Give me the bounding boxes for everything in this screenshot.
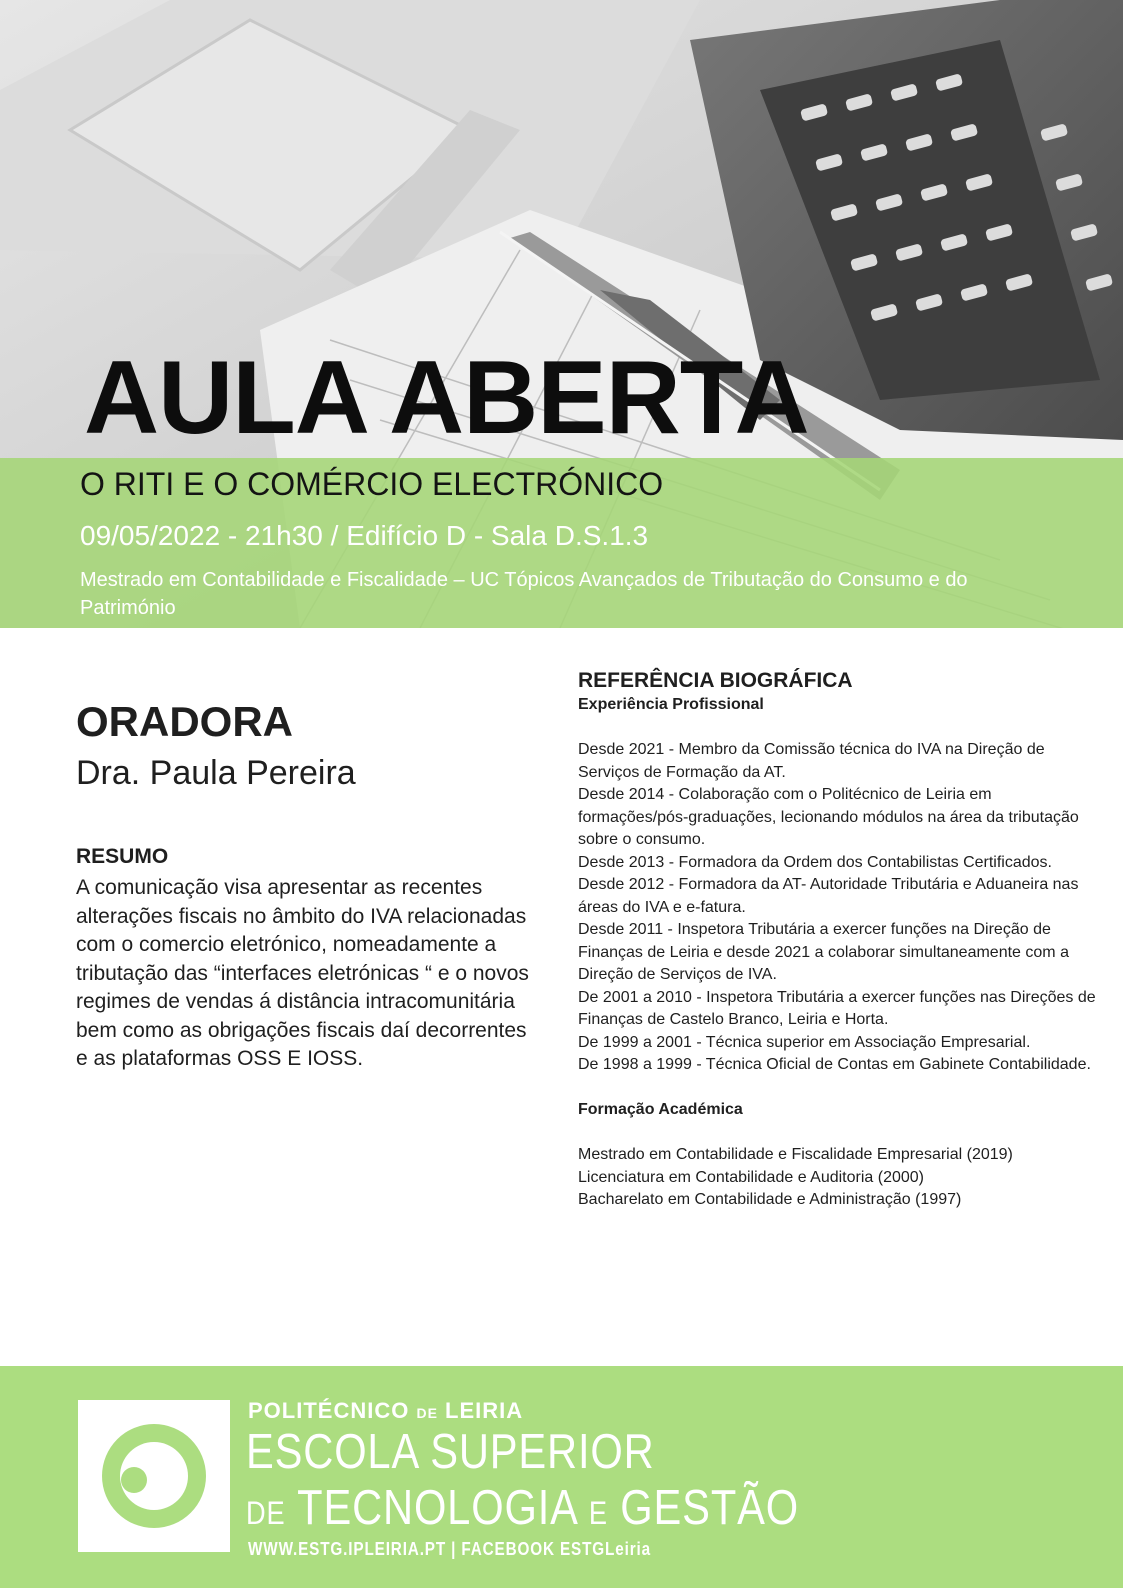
school-name-line2: DE TECNOLOGIA E GESTÃO (246, 1481, 799, 1535)
header-photo (0, 0, 1123, 628)
experience-item: Desde 2013 - Formadora da Ordem dos Contabilistas Certificados. (578, 853, 1052, 871)
education-item: Licenciatura em Contabilidade e Auditoria (2000) (578, 1168, 924, 1186)
experience-item: Desde 2011 - Inspetora Tributária a exercer funções na Direção de Finanças de Leiria e desde 2021 a colaborar simultaneamente com a Direção de Serviços de IVA. (578, 921, 1069, 983)
institution-name: POLITÉCNICO DE LEIRIA (248, 1398, 524, 1423)
experience-item: De 1999 a 2001 - Técnica superior em Associação Empresarial. (578, 1033, 1031, 1051)
abstract-text: A comunicação visa apresentar as recentes alterações fiscais no âmbito do IVA relacionadas com o comercio eletrónico, nomeadamente a tributação das “interfaces eletrónicas “ e o novos regimes de vendas á distância intracomunitária bem como as obrigações fiscais daí decorrentes e as plataformas OSS E IOSS. (76, 876, 529, 1070)
facebook-link[interactable]: | FACEBOOK ESTGLeiria (451, 1539, 651, 1559)
experience-heading: Experiência Profissional (578, 696, 764, 713)
experience-item: De 1998 a 1999 - Técnica Oficial de Contas em Gabinete Contabilidade. (578, 1056, 1091, 1073)
experience-item: Desde 2021 - Membro da Comissão técnica do IVA na Direção de Serviços de Formação da AT. (578, 741, 1045, 781)
abstract-heading: RESUMO (76, 845, 169, 868)
event-subtitle: O RITI E O COMÉRCIO ELECTRÓNICO (80, 466, 664, 502)
ipleiria-logo-icon (78, 1400, 230, 1552)
experience-item: De 2001 a 2010 - Inspetora Tributária a exercer funções nas Direções de Finanças de Castelo Branco, Leiria e Horta. (578, 988, 1096, 1028)
experience-item: Desde 2014 - Colaboração com o Politécnico de Leiria em formações/pós-graduações, lecionando módulos na área da tributação sobre o consumo. (578, 786, 1079, 848)
speaker-heading: ORADORA (76, 698, 293, 745)
biography-section (578, 668, 1098, 1212)
footer-links (248, 1539, 651, 1560)
school-name-line1: ESCOLA SUPERIOR (246, 1425, 655, 1479)
event-datetime-location: 09/05/2022 - 21h30 / Edifício D - Sala D.S.1.3 (80, 520, 649, 551)
experience-item: Desde 2012 - Formadora da AT- Autoridade Tributária e Aduaneira nas áreas do IVA e e-fatura. (578, 876, 1079, 916)
website-link[interactable]: WWW.ESTG.IPLEIRIA.PT (248, 1539, 447, 1559)
education-item: Mestrado em Contabilidade e Fiscalidade Empresarial (2019) (578, 1146, 1013, 1163)
event-headline: AULA ABERTA (84, 340, 809, 456)
education-heading: Formação Académica (578, 1101, 743, 1118)
biography-heading: REFERÊNCIA BIOGRÁFICA (578, 669, 853, 692)
education-item: Bacharelato em Contabilidade e Administração (1997) (578, 1191, 962, 1208)
course-info: Mestrado em Contabilidade e Fiscalidade – UC Tópicos Avançados de Tributação do Consumo e do Património (80, 569, 968, 619)
speaker-name: Dra. Paula Pereira (76, 754, 356, 792)
